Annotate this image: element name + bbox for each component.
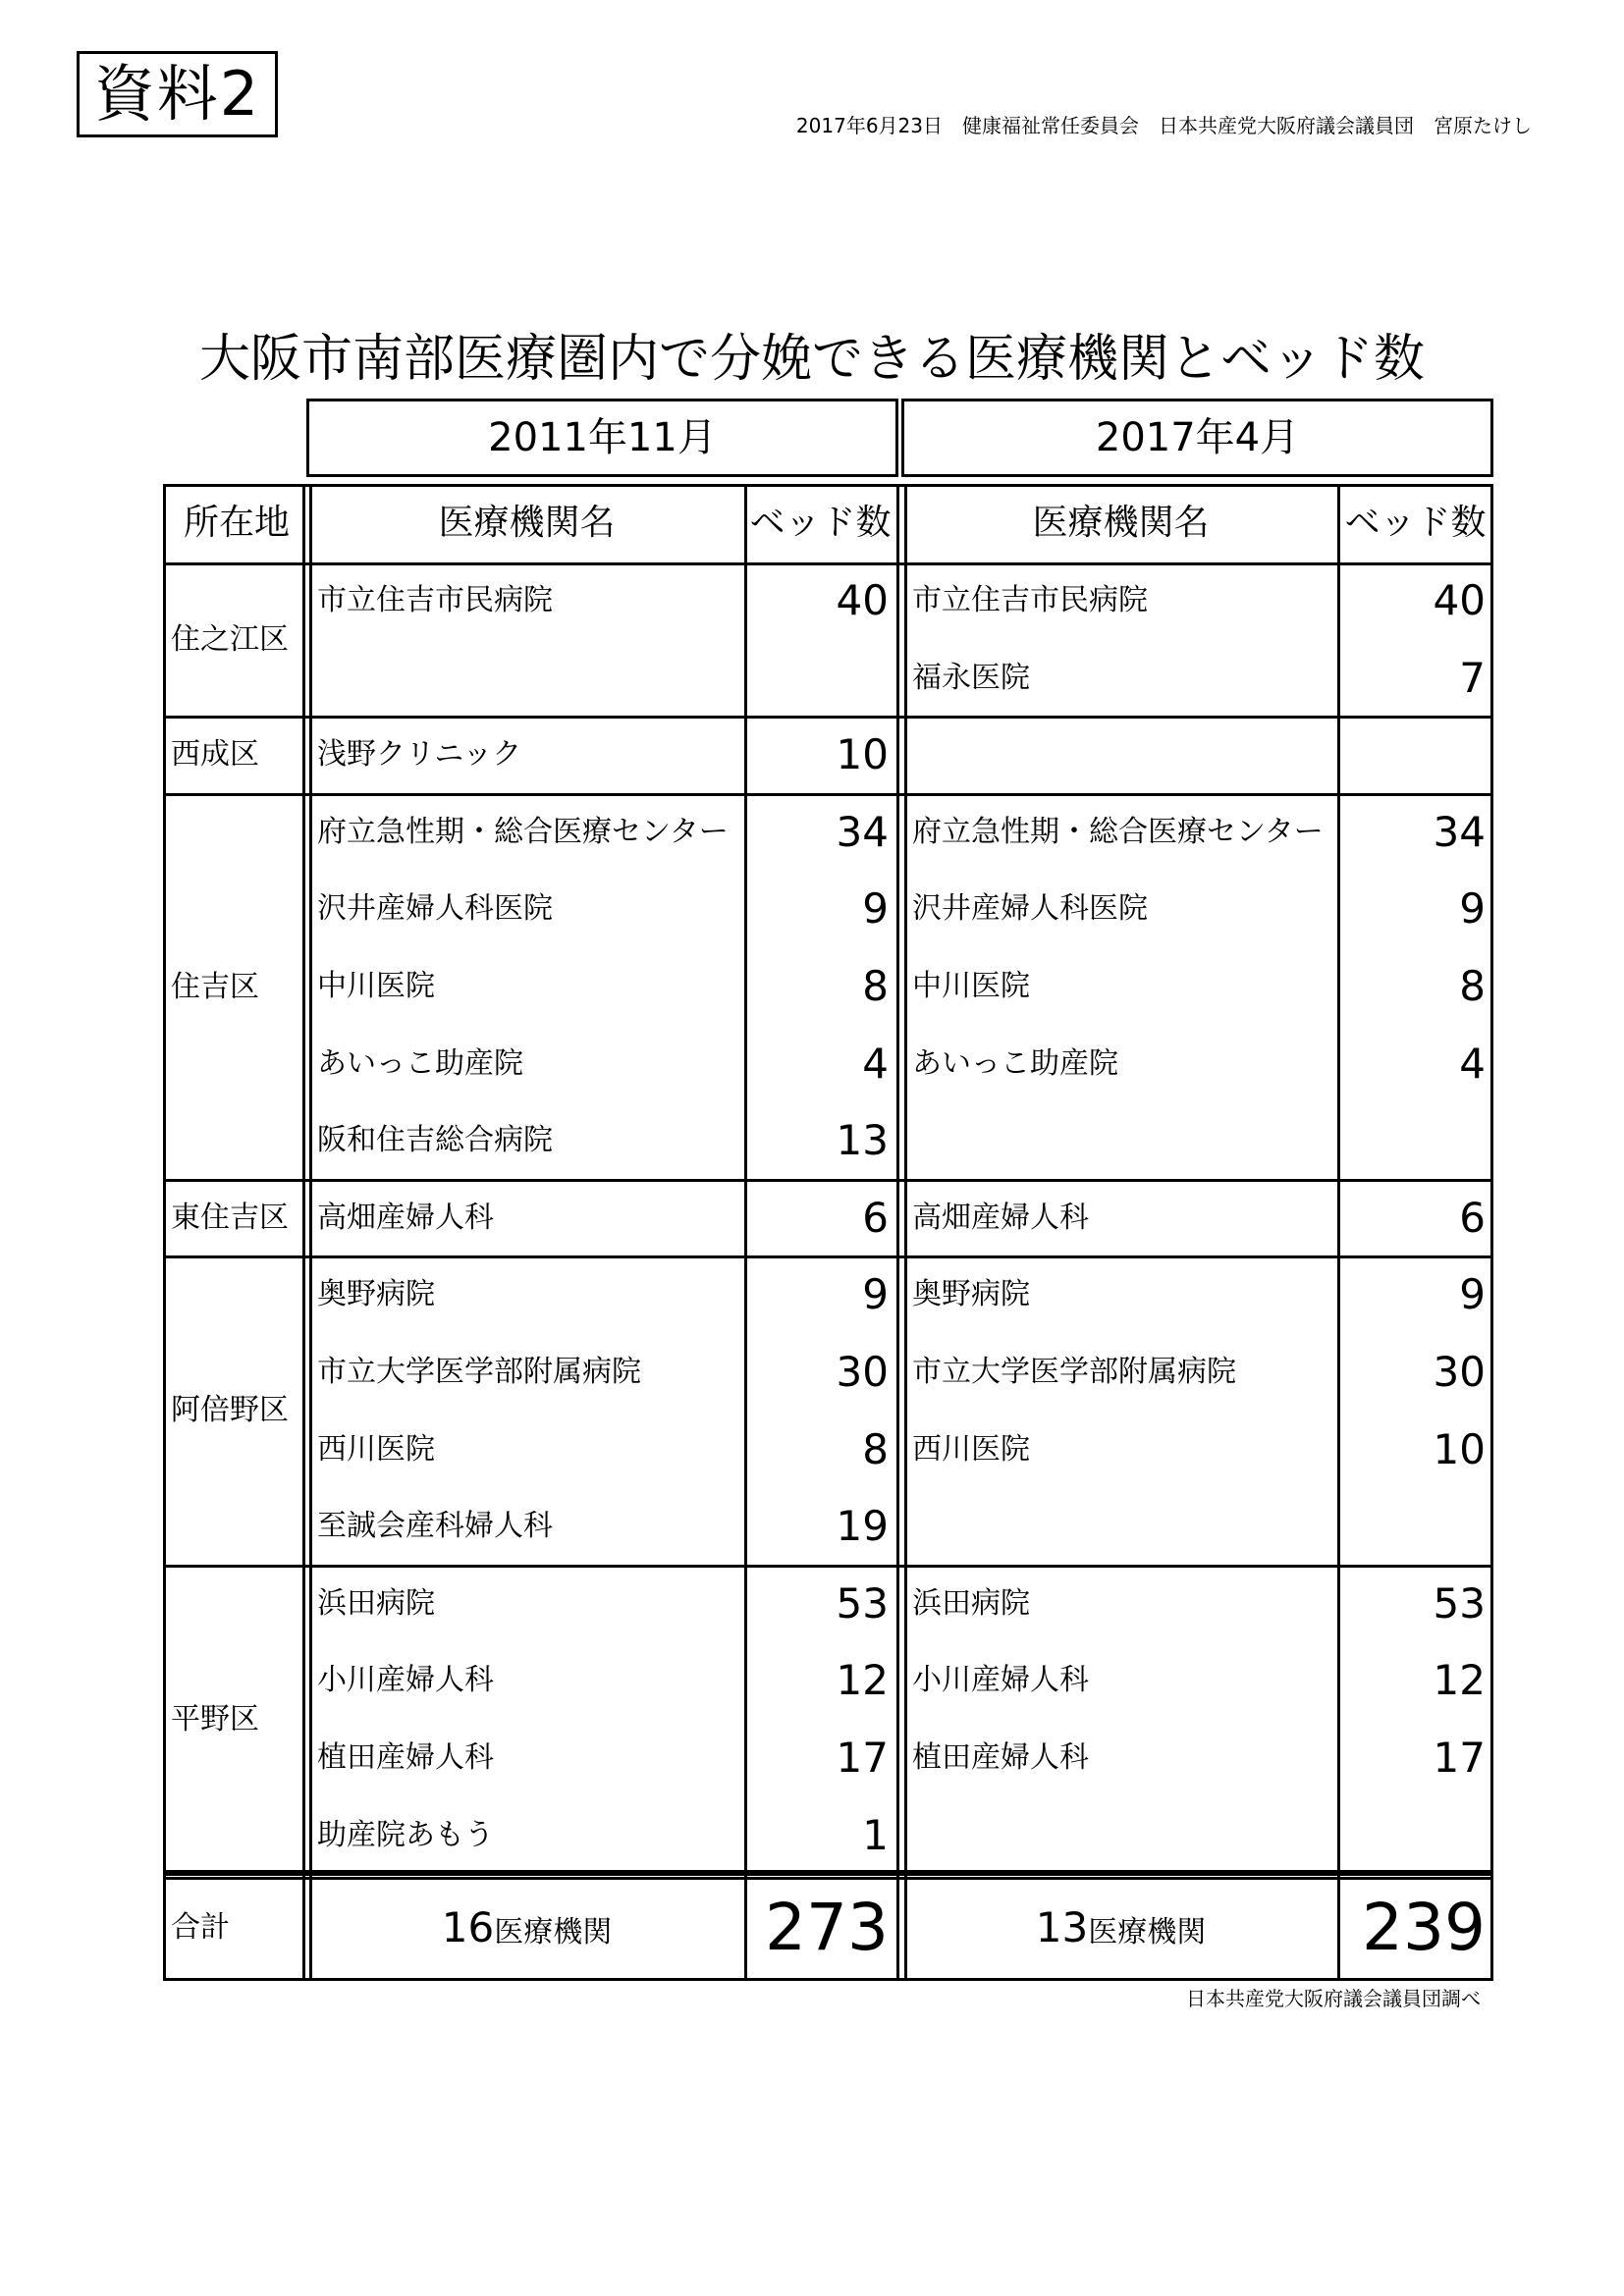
table-row-left-name: あいっこ助産院: [317, 1045, 523, 1081]
table-row-right-name: [912, 1488, 1333, 1566]
column-divider: [1490, 484, 1493, 1981]
total-label: 合計: [171, 1910, 230, 1945]
table-row-right-name: 沢井産婦人科医院: [912, 891, 1148, 927]
table-row-left-beds: 34: [836, 807, 889, 856]
column-divider: [896, 484, 899, 1981]
table-row-left-name: 西川医院: [317, 1431, 435, 1467]
table-row-right-name: 中川医院: [912, 969, 1030, 1003]
table-row-left-beds: 10: [836, 730, 889, 779]
left-beds-header: ベッド数: [749, 503, 892, 543]
table-row-right-name: あいっこ助産院: [912, 1045, 1118, 1081]
table-row-left-beds: 8: [862, 1424, 889, 1473]
page-title: 大阪市南部医療圏内で分娩できる医療機関とベッド数: [198, 329, 1425, 389]
column-divider: [163, 484, 166, 1981]
table-row-right-name: [912, 717, 1333, 794]
table-row-right-beds: 12: [1433, 1656, 1486, 1705]
table-row-right-name: 植田産婦人科: [912, 1740, 1089, 1775]
table-row-left-beds: 9: [862, 884, 889, 934]
table-row-left-beds: 19: [836, 1502, 889, 1551]
table-row-left-beds: 1: [862, 1810, 889, 1859]
table-row-left-beds: 8: [862, 962, 889, 1010]
table-row-left-name: 奥野病院: [317, 1277, 435, 1312]
column-divider: [744, 484, 747, 1981]
table-row-left-name: [317, 640, 740, 718]
table-row-right-name: [912, 1102, 1333, 1180]
column-divider: [302, 484, 305, 1981]
table-row-right-beds: [1337, 1797, 1486, 1875]
table-row-left-beds: 40: [836, 576, 889, 624]
table-row-left-name: 中川医院: [317, 969, 435, 1003]
district-divider: [163, 1873, 1493, 1876]
table-row-left-beds: 30: [836, 1348, 889, 1396]
table-row-left-beds: 9: [862, 1270, 889, 1319]
table-row-left-name: 小川産婦人科: [317, 1663, 494, 1698]
district-label: 西成区: [171, 737, 259, 773]
table-row-right-beds: 53: [1433, 1578, 1486, 1628]
table-row-left-name: 浅野クリニック: [317, 737, 522, 773]
right-beds-header: ベッド数: [1344, 503, 1487, 543]
district-label: 東住吉区: [171, 1200, 289, 1235]
district-label: 阿倍野区: [171, 1393, 289, 1428]
table-row-left-beds: 17: [836, 1734, 889, 1782]
table-row-left-name: 植田産婦人科: [317, 1740, 494, 1775]
table-row-right-beds: [1337, 717, 1486, 794]
table-row-right-beds: 6: [1459, 1193, 1486, 1242]
total-right-beds: 239: [1362, 1890, 1486, 1965]
table-row-right-beds: 9: [1459, 1270, 1486, 1319]
table-row-right-name: 浜田病院: [912, 1585, 1030, 1621]
table-row-left-name: 高畑産婦人科: [317, 1200, 494, 1235]
period-2017: 2017年4月: [901, 399, 1493, 477]
table-bottom-border: [163, 1978, 1493, 1981]
table-row-left-beds: 13: [836, 1116, 889, 1165]
table-row-left-name: 浜田病院: [317, 1585, 435, 1621]
table-row-left-name: 至誠会産科婦人科: [317, 1509, 553, 1544]
table-row-right-name: 福永医院: [912, 660, 1030, 695]
table-row-right-beds: 8: [1459, 962, 1486, 1010]
column-divider: [904, 484, 907, 1981]
district-label: 平野区: [171, 1701, 259, 1736]
table-row-right-beds: 4: [1459, 1039, 1486, 1088]
table-row-left-beds: [744, 640, 889, 718]
location-header: 所在地: [183, 503, 290, 543]
table-row-right-beds: 34: [1433, 807, 1486, 856]
total-right-count-number: 13: [1035, 1903, 1089, 1951]
left-name-header: 医療機関名: [438, 503, 616, 543]
table-row-left-beds: 6: [862, 1193, 889, 1242]
table-row-right-beds: 30: [1433, 1348, 1486, 1396]
table-row-right-beds: 10: [1433, 1424, 1486, 1473]
total-left-count: [309, 1878, 744, 1978]
total-double-line-top: [163, 1870, 1493, 1873]
header-meta: 2017年6月23日 健康福祉常任委員会 日本共産党大阪府議会議員団 宮原たけし: [795, 114, 1532, 137]
total-right-count: [904, 1878, 1337, 1978]
table-row-right-beds: 7: [1459, 653, 1486, 702]
table-row-left-name: 市立大学医学部附属病院: [317, 1355, 641, 1389]
total-right-unit: 医療機関: [1088, 1915, 1207, 1949]
total-left-beds: 273: [765, 1890, 889, 1965]
header-top-border: [163, 484, 1493, 487]
table-row-left-name: 阪和住吉総合病院: [317, 1123, 553, 1158]
table-row-left-name: 市立住吉市民病院: [317, 583, 553, 617]
table-row-right-name: 府立急性期・総合医療センター: [912, 814, 1324, 849]
table-row-right-name: 市立住吉市民病院: [912, 583, 1148, 617]
table-row-right-name: 高畑産婦人科: [912, 1200, 1089, 1235]
table-row-right-name: 奥野病院: [912, 1277, 1030, 1312]
period-2011: 2011年11月: [306, 399, 898, 477]
table-row-left-name: 助産院あもう: [317, 1817, 494, 1852]
total-double-line-bottom: [163, 1877, 1493, 1880]
source-note: 日本共産党大阪府議会議員団調べ: [1186, 1987, 1481, 2010]
total-left-count-number: 16: [441, 1903, 495, 1951]
total-left-unit: 医療機関: [494, 1915, 613, 1949]
table-row-right-name: [912, 1797, 1333, 1875]
table-row-left-beds: 4: [862, 1039, 889, 1088]
district-label: 住之江区: [171, 622, 289, 657]
table-row-left-beds: 12: [836, 1656, 889, 1705]
table-row-left-name: 府立急性期・総合医療センター: [317, 814, 729, 849]
district-label: 住吉区: [171, 969, 259, 1004]
table-row-right-name: 西川医院: [912, 1431, 1030, 1467]
table-row-left-beds: 53: [836, 1578, 889, 1628]
column-divider: [1337, 484, 1340, 1981]
table-row-left-name: 沢井産婦人科医院: [317, 891, 553, 927]
table-row-right-beds: [1337, 1488, 1486, 1566]
table-row-right-beds: [1337, 1102, 1486, 1180]
table-row-right-name: 小川産婦人科: [912, 1663, 1089, 1698]
table-row-right-beds: 9: [1459, 884, 1486, 934]
table-row-right-beds: 17: [1433, 1734, 1486, 1782]
right-name-header: 医療機関名: [1032, 503, 1210, 543]
table-row-right-name: 市立大学医学部附属病院: [912, 1355, 1236, 1389]
document-label: 資料2: [77, 51, 278, 137]
column-divider: [309, 484, 312, 1981]
table-row-right-beds: 40: [1433, 576, 1486, 624]
